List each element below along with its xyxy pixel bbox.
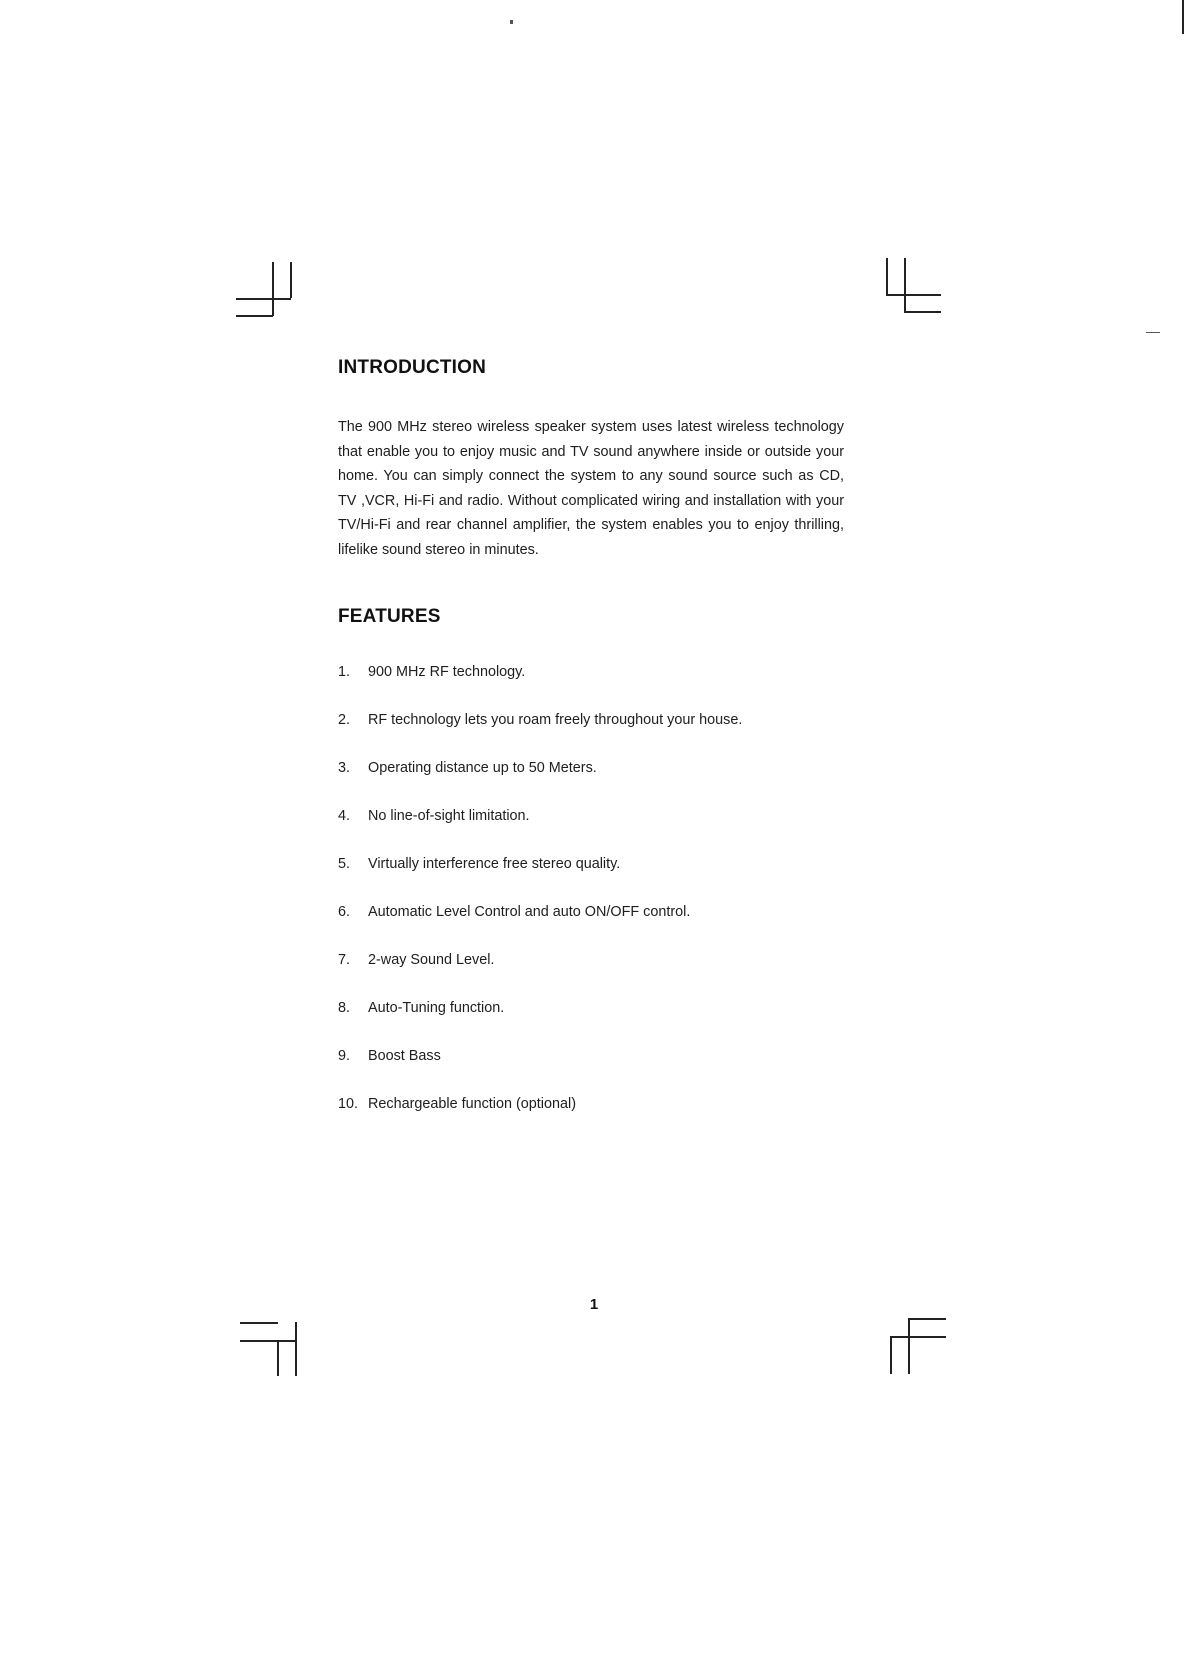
- feature-text: Automatic Level Control and auto ON/OFF control.: [368, 904, 691, 920]
- scan-speck: [1146, 332, 1160, 333]
- feature-item: [338, 1094, 844, 1114]
- page-number: 1: [589, 1296, 599, 1313]
- feature-number: 5.: [338, 856, 351, 872]
- feature-text: 2-way Sound Level.: [368, 952, 495, 968]
- content-column: [338, 357, 844, 1142]
- scan-edge-mark: [1182, 0, 1184, 34]
- feature-item: [338, 806, 844, 826]
- introduction-paragraph: The 900 MHz stereo wireless speaker system uses latest wireless technology that enable you to enjoy music and TV sound anywhere inside or outside your home. You can simply connect the system to any sound source such as CD, TV ,VCR, Hi-Fi and radio. Without complicated wiring and installation with your TV/Hi-Fi and rear channel amplifier, the system enables you to enjoy thrilling, lifelike sound stereo in minutes.: [338, 419, 844, 558]
- feature-item: [338, 758, 844, 778]
- feature-number: 10.: [338, 1096, 359, 1112]
- feature-text: Auto-Tuning function.: [368, 1000, 505, 1016]
- features-heading: FEATURES: [338, 606, 441, 627]
- feature-number: 4.: [338, 808, 351, 824]
- feature-number: 6.: [338, 904, 351, 920]
- feature-number: 7.: [338, 952, 351, 968]
- crop-mark-bottom-right: [890, 1318, 950, 1376]
- feature-item: [338, 902, 844, 922]
- feature-item: [338, 998, 844, 1018]
- feature-item: [338, 662, 844, 682]
- crop-mark-bottom-left: [240, 1322, 300, 1378]
- crop-mark-top-right: [886, 258, 946, 318]
- feature-number: 9.: [338, 1048, 351, 1064]
- features-list: [338, 662, 844, 1114]
- feature-number: 8.: [338, 1000, 351, 1016]
- crop-mark-top-left: [236, 262, 296, 322]
- feature-number: 3.: [338, 760, 351, 776]
- feature-text: No line-of-sight limitation.: [368, 808, 530, 824]
- feature-text: 900 MHz RF technology.: [368, 664, 526, 680]
- feature-item: [338, 950, 844, 970]
- feature-item: [338, 854, 844, 874]
- feature-text: Virtually interference free stereo quality.: [368, 856, 621, 872]
- feature-item: [338, 710, 844, 730]
- feature-text: Operating distance up to 50 Meters.: [368, 760, 597, 776]
- scan-speck: [510, 20, 513, 24]
- feature-text: RF technology lets you roam freely throughout your house.: [368, 712, 743, 728]
- feature-text: Boost Bass: [368, 1048, 441, 1064]
- feature-text: Rechargeable function (optional): [368, 1096, 576, 1112]
- feature-item: [338, 1046, 844, 1066]
- feature-number: 2.: [338, 712, 351, 728]
- feature-number: 1.: [338, 664, 351, 680]
- introduction-heading: INTRODUCTION: [338, 357, 487, 378]
